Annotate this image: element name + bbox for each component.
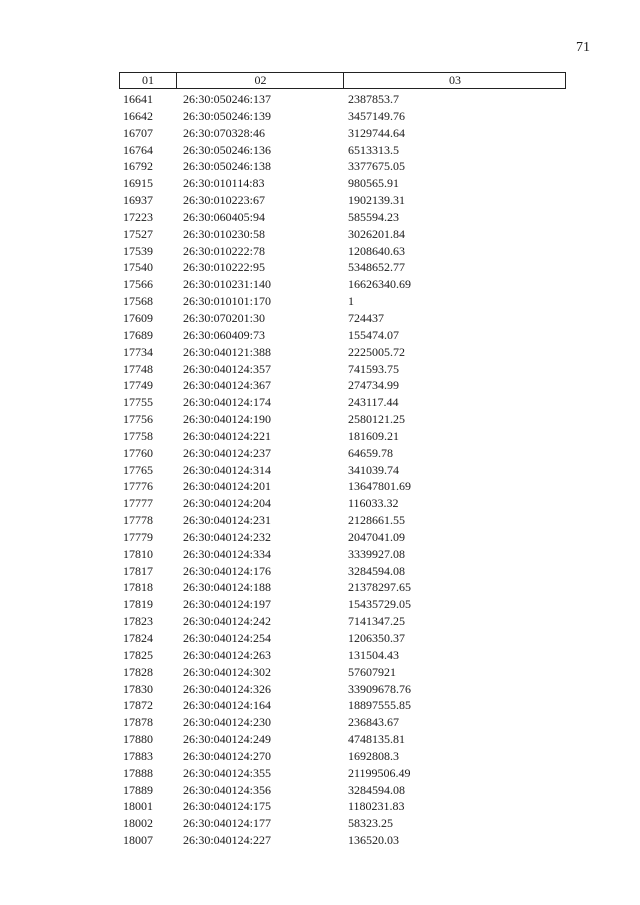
- table-cell-col-01: 16792: [123, 159, 153, 174]
- table-cell-col-01: 17810: [123, 546, 153, 561]
- table-cell-col-02: 26:30:040121:388: [183, 344, 272, 359]
- table-cell-col-02: 26:30:010101:170: [183, 294, 272, 309]
- table-cell-col-03: 274734.99: [348, 378, 399, 393]
- table-row: [119, 815, 566, 832]
- table-cell-col-03: 3339927.08: [348, 546, 405, 561]
- table-cell-col-01: 16707: [123, 125, 153, 140]
- table-cell-col-03: 2047041.09: [348, 529, 405, 544]
- table-cell-col-02: 26:30:010222:78: [183, 243, 266, 258]
- table-cell-col-01: 17779: [123, 529, 153, 544]
- table-cell-col-03: 2580121.25: [348, 412, 405, 427]
- table-cell-col-03: 131504.43: [348, 647, 399, 662]
- table-cell-col-02: 26:30:040124:249: [183, 732, 272, 747]
- table-cell-col-03: 1692808.3: [348, 748, 399, 763]
- table-cell-col-01: 17689: [123, 327, 153, 342]
- column-header-02: 02: [176, 73, 344, 88]
- table-cell-col-02: 26:30:040124:221: [183, 428, 272, 443]
- table-cell-col-02: 26:30:010222:95: [183, 260, 266, 275]
- table-cell-col-02: 26:30:040124:326: [183, 681, 272, 696]
- table-cell-col-02: 26:30:010231:140: [183, 277, 272, 292]
- table-cell-col-03: 236843.67: [348, 715, 399, 730]
- table-cell-col-01: 18001: [123, 799, 153, 814]
- table-row: [119, 563, 566, 580]
- table-cell-col-01: 17824: [123, 631, 153, 645]
- table-row: [119, 782, 566, 799]
- table-cell-col-02: 26:30:060405:94: [183, 209, 266, 224]
- table-cell-col-02: 26:30:040124:237: [183, 445, 272, 460]
- table-row: [119, 647, 566, 664]
- table-cell-col-01: 17540: [123, 260, 153, 275]
- table-cell-col-01: 17819: [123, 597, 153, 612]
- table-cell-col-02: 26:30:040124:314: [183, 462, 272, 477]
- table-cell-col-02: 26:30:050246:136: [183, 142, 272, 157]
- table-cell-col-02: 26:30:040124:174: [183, 395, 272, 410]
- table-cell-col-02: 26:30:040124:356: [183, 782, 272, 797]
- table-cell-col-03: 1206350.37: [348, 631, 405, 645]
- table-header: [119, 72, 566, 89]
- table-cell-col-02: 26:30:040124:232: [183, 529, 272, 544]
- table-cell-col-01: 17756: [123, 412, 153, 427]
- table-row: [119, 158, 566, 175]
- table-cell-col-03: 6513313.5: [348, 142, 399, 157]
- table-cell-col-03: 3457149.76: [348, 108, 405, 123]
- table-row: [119, 445, 566, 462]
- table-cell-col-02: 26:30:040124:270: [183, 748, 272, 763]
- table-cell-col-02: 26:30:040124:263: [183, 647, 272, 662]
- table-row: [119, 259, 566, 276]
- table-cell-col-02: 26:30:040124:188: [183, 580, 272, 595]
- table-cell-col-03: 57607921: [348, 664, 396, 679]
- table-cell-col-03: 3377675.05: [348, 159, 405, 174]
- table-row: [119, 765, 566, 782]
- table-row: [119, 714, 566, 731]
- table-row: [119, 428, 566, 445]
- table-cell-col-02: 26:30:040124:197: [183, 597, 272, 612]
- table-cell-col-03: 1902139.31: [348, 193, 405, 208]
- table-cell-col-01: 17880: [123, 732, 153, 747]
- table-row: [119, 798, 566, 815]
- table-row: [119, 462, 566, 479]
- table-row: [119, 697, 566, 714]
- table-cell-col-03: 1180231.83: [348, 799, 405, 814]
- table-cell-col-03: 64659.78: [348, 445, 393, 460]
- table-cell-col-01: 17223: [123, 209, 153, 224]
- table-row: [119, 579, 566, 596]
- table-cell-col-01: 17609: [123, 310, 153, 325]
- table-cell-col-01: 17734: [123, 344, 153, 359]
- table-cell-col-03: 4748135.81: [348, 732, 405, 747]
- table-row: [119, 226, 566, 243]
- table-cell-col-01: 17755: [123, 395, 153, 410]
- table-cell-col-03: 21199506.49: [348, 765, 411, 780]
- page-number: 71: [576, 40, 590, 55]
- table-cell-col-01: 17527: [123, 226, 153, 241]
- table-cell-col-03: 341039.74: [348, 462, 399, 477]
- table-row: [119, 91, 566, 108]
- table-cell-col-03: 181609.21: [348, 428, 399, 443]
- table-cell-col-03: 15435729.05: [348, 597, 411, 612]
- table-cell-col-02: 26:30:050246:138: [183, 159, 272, 174]
- table-row: [119, 512, 566, 529]
- table-row: [119, 411, 566, 428]
- table-cell-col-03: 585594.23: [348, 209, 399, 224]
- table-cell-col-01: 17765: [123, 462, 153, 477]
- table-cell-col-03: 2128661.55: [348, 513, 405, 528]
- table-cell-col-03: 3026201.84: [348, 226, 405, 241]
- table-cell-col-01: 17566: [123, 277, 153, 292]
- table-body: [119, 91, 566, 849]
- table-row: [119, 327, 566, 344]
- table-row: [119, 175, 566, 192]
- table-row: [119, 546, 566, 563]
- table-row: [119, 243, 566, 260]
- table-cell-col-02: 26:30:040124:190: [183, 412, 272, 427]
- table-row: [119, 377, 566, 394]
- table-cell-col-03: 243117.44: [348, 395, 399, 410]
- table-cell-col-01: 16764: [123, 142, 153, 157]
- table-row: [119, 142, 566, 159]
- table-cell-col-02: 26:30:040124:164: [183, 698, 272, 713]
- table-row: [119, 344, 566, 361]
- table-cell-col-02: 26:30:040124:334: [183, 546, 272, 561]
- table-cell-col-03: 2387853.7: [348, 92, 399, 106]
- table-cell-col-02: 26:30:040124:176: [183, 563, 272, 578]
- table-cell-col-01: 17888: [123, 765, 153, 780]
- table-cell-col-01: 17818: [123, 580, 153, 595]
- table-cell-col-03: 980565.91: [348, 176, 399, 191]
- column-header-01: 01: [142, 73, 154, 87]
- table-cell-col-02: 26:30:060409:73: [183, 327, 266, 342]
- table-row: [119, 596, 566, 613]
- table-cell-col-03: 7141347.25: [348, 614, 405, 629]
- table-cell-col-03: 1208640.63: [348, 243, 405, 258]
- table-cell-col-03: 33909678.76: [348, 681, 411, 696]
- table-cell-col-02: 26:30:070328:46: [183, 125, 266, 140]
- table-cell-col-01: 18002: [123, 816, 153, 831]
- table-cell-col-01: 17817: [123, 563, 153, 578]
- table-cell-col-01: 17760: [123, 445, 153, 460]
- table-cell-col-01: 17878: [123, 715, 153, 730]
- table-row: [119, 832, 566, 849]
- table-cell-col-01: 17825: [123, 647, 153, 662]
- table-cell-col-03: 741593.75: [348, 361, 399, 376]
- table-row: [119, 613, 566, 630]
- table-cell-col-03: 116033.32: [348, 496, 399, 511]
- table-cell-col-02: 26:30:040124:302: [183, 664, 272, 679]
- table-cell-col-02: 26:30:070201:30: [183, 310, 266, 325]
- table-row: [119, 394, 566, 411]
- table-cell-col-02: 26:30:040124:204: [183, 496, 272, 511]
- column-header-03: 03: [343, 73, 566, 88]
- table-row: [119, 192, 566, 209]
- table-cell-col-01: 16915: [123, 176, 153, 191]
- table-row: [119, 664, 566, 681]
- table-cell-col-03: 3284594.08: [348, 782, 405, 797]
- table-cell-col-03: 3284594.08: [348, 563, 405, 578]
- table-cell-col-02: 26:30:010114:83: [183, 176, 265, 191]
- table-cell-col-01: 17883: [123, 748, 153, 763]
- table-cell-col-02: 26:30:050246:139: [183, 108, 272, 123]
- table-row: [119, 478, 566, 495]
- table-cell-col-03: 13647801.69: [348, 479, 411, 494]
- table-cell-col-01: 17539: [123, 243, 153, 258]
- table-cell-col-02: 26:30:040124:254: [183, 631, 272, 645]
- table-cell-col-01: 17830: [123, 681, 153, 696]
- table-cell-col-01: 16641: [123, 92, 153, 106]
- table-cell-col-02: 26:30:040124:357: [183, 361, 272, 376]
- table-cell-col-01: 16642: [123, 108, 153, 123]
- table-cell-col-03: 2225005.72: [348, 344, 405, 359]
- table-cell-col-01: 18007: [123, 833, 153, 848]
- table-cell-col-01: 16937: [123, 193, 153, 208]
- table-cell-col-01: 17748: [123, 361, 153, 376]
- table-cell-col-03: 16626340.69: [348, 277, 411, 292]
- table-row: [119, 209, 566, 226]
- table-cell-col-02: 26:30:040124:177: [183, 816, 272, 831]
- table-row: [119, 731, 566, 748]
- table-cell-col-03: 18897555.85: [348, 698, 411, 713]
- table-row: [119, 276, 566, 293]
- table-cell-col-03: 724437: [348, 310, 384, 325]
- table-cell-col-02: 26:30:040124:230: [183, 715, 272, 730]
- table-cell-col-03: 3129744.64: [348, 125, 405, 140]
- table-cell-col-01: 17776: [123, 479, 153, 494]
- table-cell-col-03: 155474.07: [348, 327, 399, 342]
- table-row: [119, 630, 566, 647]
- table-row: [119, 681, 566, 698]
- table-cell-col-02: 26:30:010223:67: [183, 193, 266, 208]
- table-cell-col-02: 26:30:010230:58: [183, 226, 266, 241]
- table-cell-col-01: 17749: [123, 378, 153, 393]
- table-cell-col-01: 17778: [123, 513, 153, 528]
- table-cell-col-01: 17758: [123, 428, 153, 443]
- table-row: [119, 293, 566, 310]
- table-cell-col-02: 26:30:040124:201: [183, 479, 272, 494]
- table-row: [119, 361, 566, 378]
- table-cell-col-01: 17872: [123, 698, 153, 713]
- table-cell-col-02: 26:30:040124:242: [183, 614, 272, 629]
- table-cell-col-02: 26:30:040124:367: [183, 378, 272, 393]
- table-cell-col-02: 26:30:040124:175: [183, 799, 272, 814]
- table-row: [119, 108, 566, 125]
- table-cell-col-02: 26:30:040124:227: [183, 833, 272, 848]
- table-row: [119, 529, 566, 546]
- table-cell-col-03: 136520.03: [348, 833, 399, 848]
- table-cell-col-02: 26:30:040124:355: [183, 765, 272, 780]
- table-cell-col-03: 21378297.65: [348, 580, 411, 595]
- table-row: [119, 495, 566, 512]
- table-cell-col-03: 5348652.77: [348, 260, 405, 275]
- table-cell-col-03: 1: [348, 294, 354, 309]
- table-cell-col-02: 26:30:040124:231: [183, 513, 272, 528]
- table-cell-col-01: 17828: [123, 664, 153, 679]
- table-row: [119, 310, 566, 327]
- table-cell-col-02: 26:30:050246:137: [183, 92, 272, 106]
- table-cell-col-01: 17568: [123, 294, 153, 309]
- table-row: [119, 748, 566, 765]
- table-cell-col-01: 17889: [123, 782, 153, 797]
- table-cell-col-03: 58323.25: [348, 816, 393, 831]
- table-cell-col-01: 17777: [123, 496, 153, 511]
- table-row: [119, 125, 566, 142]
- table-cell-col-01: 17823: [123, 614, 153, 629]
